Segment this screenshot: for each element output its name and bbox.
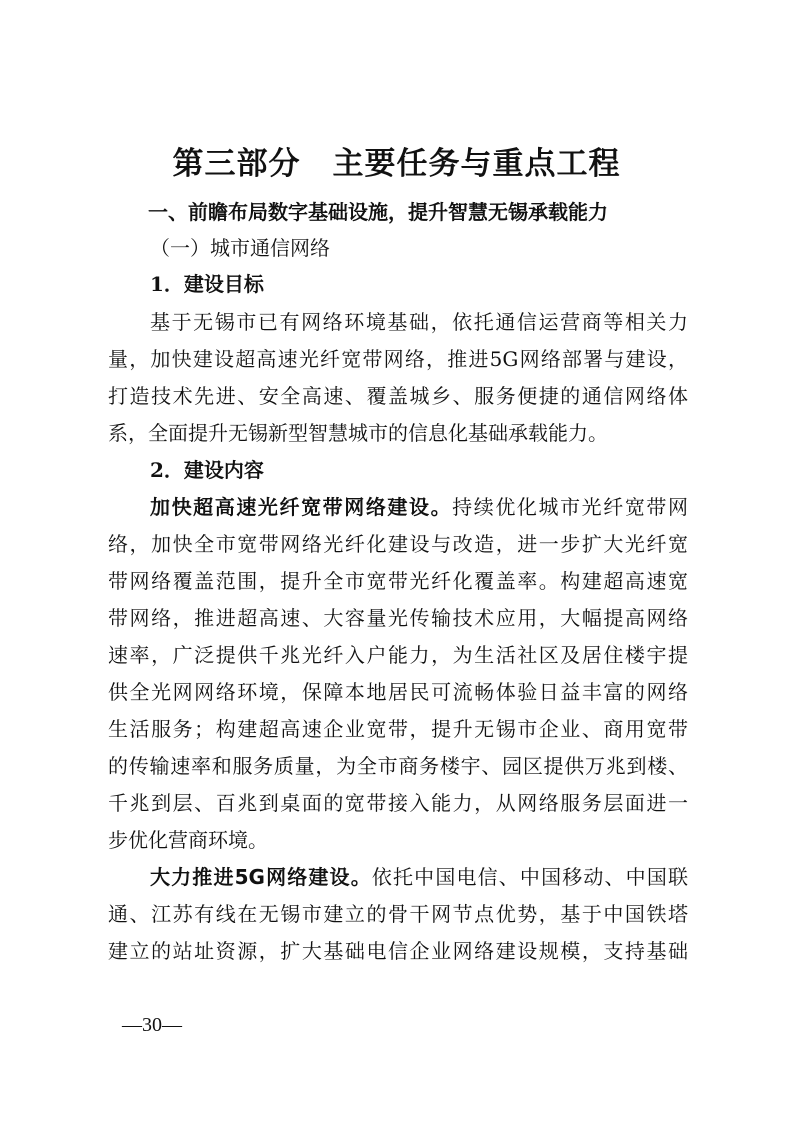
broadband-paragraph-line: 速率，广泛提供千兆光纤入户能力，为生活社区及居住楼宇提 <box>108 643 688 667</box>
subsection-heading: （一）城市通信网络 <box>150 236 330 260</box>
broadband-paragraph-line: 络，加快全市宽带网络光纤化建设与改造，进一步扩大光纤宽 <box>108 532 688 556</box>
fiveg-first-line-text: 依托中国电信、中国移动、中国联 <box>371 865 688 889</box>
fiveg-paragraph-first-line <box>150 864 688 890</box>
goal-heading: 1．建设目标 <box>150 272 264 296</box>
broadband-paragraph-line: 的传输速率和服务质量，为全市商务楼宇、园区提供万兆到楼、 <box>108 754 688 778</box>
goal-paragraph-line: 基于无锡市已有网络环境基础，依托通信运营商等相关力 <box>150 310 688 334</box>
broadband-paragraph-line: 步优化营商环境。 <box>108 828 268 852</box>
page-number: —30— <box>122 1014 182 1036</box>
broadband-paragraph-first-line <box>150 494 688 520</box>
broadband-paragraph-line: 供全光网网络环境，保障本地居民可流畅体验日益丰富的网络 <box>108 680 688 704</box>
goal-paragraph-line: 打造技术先进、安全高速、覆盖城乡、服务便捷的通信网络体 <box>108 384 688 408</box>
broadband-paragraph-line: 带网络，推进超高速、大容量光传输技术应用，大幅提高网络 <box>108 606 688 630</box>
fiveg-paragraph-line: 通、江苏有线在无锡市建立的骨干网节点优势，基于中国铁塔 <box>108 902 688 926</box>
section-heading: 一、前瞻布局数字基础设施，提升智慧无锡承载能力 <box>148 200 608 224</box>
content-heading: 2．建设内容 <box>150 458 264 482</box>
goal-paragraph-line: 系，全面提升无锡新型智慧城市的信息化基础承载能力。 <box>108 421 608 445</box>
broadband-paragraph-line: 千兆到层、百兆到桌面的宽带接入能力，从网络服务层面进一 <box>108 791 688 815</box>
page-title: 第三部分 主要任务与重点工程 <box>172 146 621 182</box>
broadband-first-line-text: 持续优化城市光纤宽带网 <box>452 495 689 519</box>
fiveg-lead: 大力推进5G网络建设。 <box>150 865 372 889</box>
broadband-paragraph-line: 带网络覆盖范围，提升全市宽带光纤化覆盖率。构建超高速宽 <box>108 569 688 593</box>
goal-paragraph-line: 量，加快建设超高速光纤宽带网络，推进5G网络部署与建设， <box>108 347 688 371</box>
broadband-lead: 加快超高速光纤宽带网络建设。 <box>150 495 453 519</box>
broadband-paragraph-line: 生活服务；构建超高速企业宽带，提升无锡市企业、商用宽带 <box>108 717 688 741</box>
fiveg-paragraph-line: 建立的站址资源，扩大基础电信企业网络建设规模，支持基础 <box>108 939 688 963</box>
